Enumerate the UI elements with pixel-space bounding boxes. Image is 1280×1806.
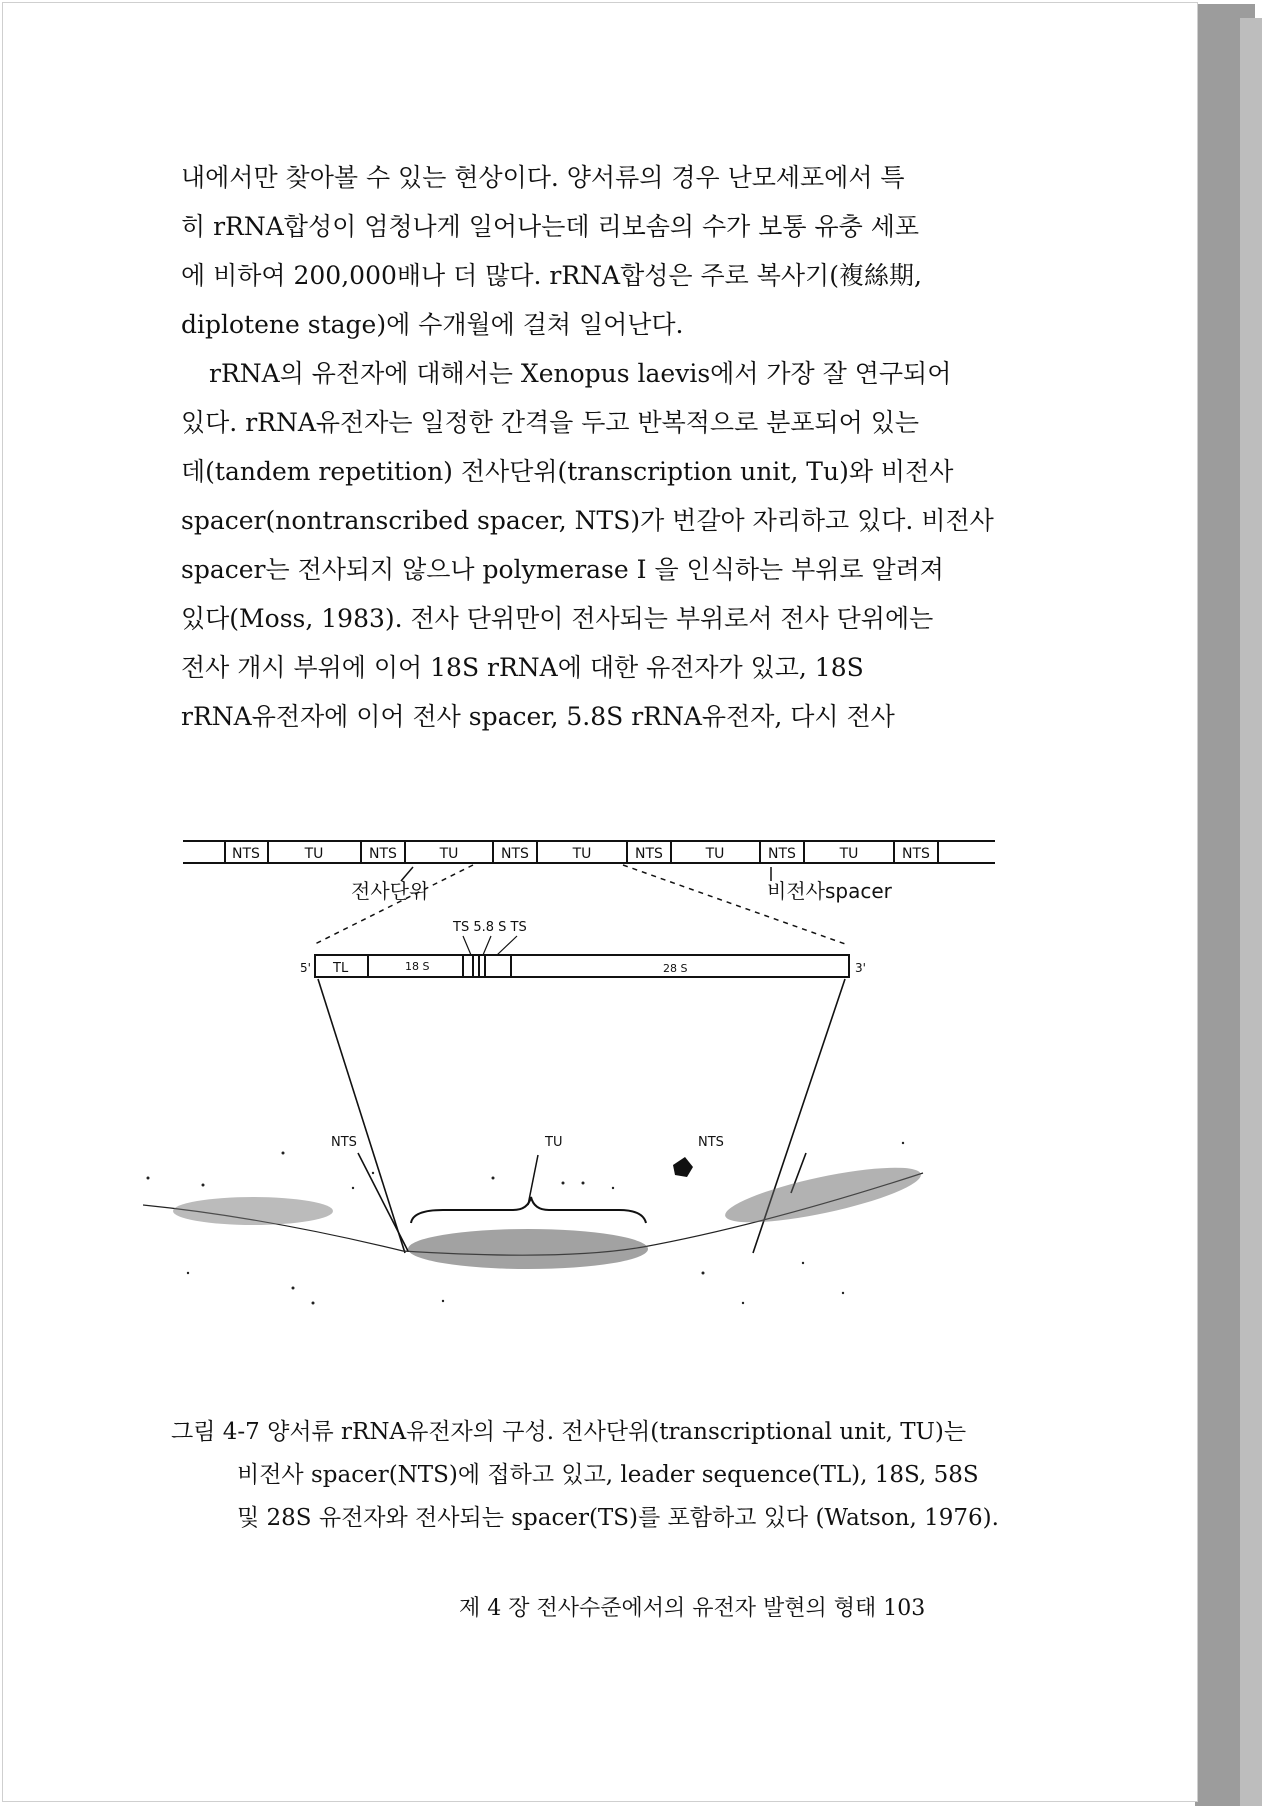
body-text bbox=[181, 153, 1019, 741]
caption-line: 그림 4-7 양서류 rRNA유전자의 구성. 전사단위(transcriptional unit, TU)는 bbox=[171, 1419, 967, 1445]
text-line: 에 비하여 200,000배나 더 많다. rRNA합성은 주로 복사기(複絲期, bbox=[181, 261, 922, 290]
label-ts-58s: TS 5.8 S TS bbox=[453, 920, 527, 935]
text-line: rRNA유전자에 이어 전사 spacer, 5.8S rRNA유전자, 다시 전사 bbox=[181, 702, 895, 731]
micro-label-tu: TU bbox=[545, 1135, 563, 1150]
segment-18s: 18 S bbox=[405, 960, 430, 973]
label-nontranscribed-spacer: 비전사spacer bbox=[767, 879, 892, 903]
text-line: spacer는 전사되지 않으나 polymerase I 을 인식하는 부위로 알려져 bbox=[181, 555, 944, 584]
electron-micrograph bbox=[143, 1142, 925, 1305]
segment-28s: 28 S bbox=[663, 962, 688, 975]
strip-label: TU bbox=[572, 846, 592, 862]
strip-label: NTS bbox=[501, 846, 529, 862]
running-footer: 제 4 장 전사수준에서의 유전자 발현의 형태 103 bbox=[459, 1596, 926, 1621]
text-line: 데(tandem repetition) 전사단위(transcription unit, Tu)와 비전사 bbox=[181, 457, 954, 486]
transcription-unit-bar bbox=[315, 955, 849, 977]
strip-label: NTS bbox=[902, 846, 930, 862]
caption-line: 비전사 spacer(NTS)에 접하고 있고, leader sequence(TL), 18S, 58S bbox=[237, 1462, 979, 1488]
text-line: 있다(Moss, 1983). 전사 단위만이 전사되는 부위로서 전사 단위에는 bbox=[181, 604, 934, 633]
expansion-dashes bbox=[313, 865, 848, 945]
strip-label: NTS bbox=[635, 846, 663, 862]
text-line: 전사 개시 부위에 이어 18S rRNA에 대한 유전자가 있고, 18S bbox=[181, 653, 864, 682]
page-edge-shadow-inner bbox=[1240, 18, 1262, 1806]
strip-label: NTS bbox=[369, 846, 397, 862]
strip-label: NTS bbox=[768, 846, 796, 862]
text-line: 있다. rRNA유전자는 일정한 간격을 두고 반복적으로 분포되어 있는 bbox=[181, 408, 920, 437]
strip-label: NTS bbox=[232, 846, 260, 862]
micro-label-nts-left: NTS bbox=[331, 1135, 357, 1150]
book-page bbox=[2, 2, 1198, 1802]
caption-line: 및 28S 유전자와 전사되는 spacer(TS)를 포함하고 있다 (Watson, 1976). bbox=[237, 1505, 999, 1531]
figure-caption bbox=[171, 1411, 1011, 1540]
strip-label: TU bbox=[705, 846, 725, 862]
text-line: diplotene stage)에 수개월에 걸쳐 일어난다. bbox=[181, 310, 684, 339]
text-line: spacer(nontranscribed spacer, NTS)가 번갈아 자리하고 있다. 비전사 bbox=[181, 506, 994, 535]
text-line: 내에서만 찾아볼 수 있는 현상이다. 양서류의 경우 난모세포에서 특 bbox=[181, 163, 905, 192]
rrna-gene-figure bbox=[143, 833, 1043, 1373]
strip-label: TU bbox=[304, 846, 324, 862]
three-prime-label: 3' bbox=[855, 961, 866, 975]
text-line: rRNA의 유전자에 대해서는 Xenopus laevis에서 가장 잘 연구되어 bbox=[209, 359, 952, 388]
strip-label: TU bbox=[439, 846, 459, 862]
repeat-strip-labels bbox=[232, 846, 930, 862]
strip-label: TU bbox=[839, 846, 859, 862]
micro-label-nts-right: NTS bbox=[698, 1135, 724, 1150]
five-prime-label: 5' bbox=[300, 961, 311, 975]
label-transcription-unit: 전사단위 bbox=[351, 879, 429, 903]
text-line: 히 rRNA합성이 엄청나게 일어나는데 리보솜의 수가 보통 유충 세포 bbox=[181, 212, 920, 241]
segment-tl: TL bbox=[333, 961, 349, 976]
